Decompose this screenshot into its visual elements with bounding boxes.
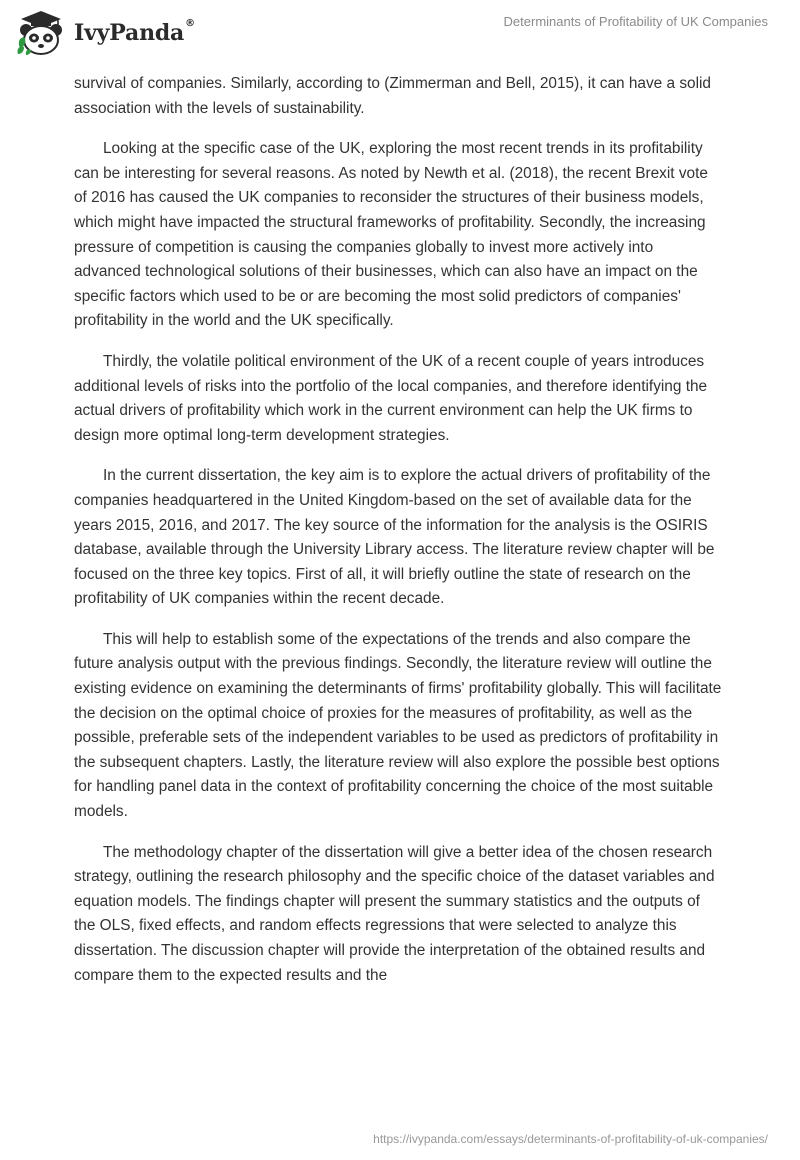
registered-mark: ® (185, 18, 195, 29)
brand-name-text: IvyPanda (74, 20, 185, 46)
paragraph: Looking at the specific case of the UK, exploring the most recent trends in its profitability can be interesting for several reasons. As noted by Newth et al. (2018), the recent Brexit vote of 2016 has caused the UK companies to reconsider the structures of their business models, which might have impacted the structural frameworks of profitability. Secondly, the increasing pressure of competition is causing the companies globally to invest more actively into advanced technological solutions of their businesses, which can also have an impact on the specific factors which used to be or are becoming the most solid predictors of companies' profitability in the world and the UK specifically. (74, 140, 708, 330)
paragraph: The methodology chapter of the dissertation will give a better idea of the chosen research strategy, outlining the research philosophy and the specific choice of the dataset variables and equation models. The findings chapter will present the summary statistics and the outputs of the OLS, fixed effects, and random effects regressions that were selected to analyze this dissertation. The discussion chapter will provide the interpretation of the obtained results and compare them to the expected results and the (74, 843, 715, 984)
source-url-link[interactable]: https://ivypanda.com/essays/determinants-of-profitability-of-uk-companies/ (373, 1132, 768, 1146)
ivypanda-logo[interactable] (14, 8, 195, 58)
brand-name (74, 20, 195, 46)
paragraph: This will help to establish some of the expectations of the trends and also compare the future analysis output with the previous findings. Secondly, the literature review will outline the existing evidence on examining the determinants of firms' profitability globally. This will facilitate the decision on the optimal choice of proxies for the measures of profitability, as well as the possible, preferable sets of the independent variables to be used as predictors of profitability in the subsequent chapters. Lastly, the literature review will also explore the possible best options for handling panel data in the context of profitability concerning the choice of the most suitable models. (74, 630, 722, 821)
paragraph: Thirdly, the volatile political environment of the UK of a recent couple of years introduces additional levels of risks into the portfolio of the local companies, and therefore identifying the actual drivers of profitability which work in the current environment can help the UK firms to design more optimal long-term development strategies. (74, 352, 708, 444)
document-title: Determinants of Profitability of UK Companies (503, 14, 768, 29)
paragraph: survival of companies. Similarly, according to (Zimmerman and Bell, 2015), it can have a solid association with the levels of sustainability. (74, 75, 711, 117)
paragraph: In the current dissertation, the key aim is to explore the actual drivers of profitability of the companies headquartered in the United Kingdom-based on the set of available data for the years 2015, 2016, and 2017. The key source of the information for the analysis is the OSIRIS database, available through the University Library access. The literature review chapter will be focused on the three key topics. First of all, it will briefly outline the state of research on the profitability of UK companies within the recent decade. (74, 467, 715, 608)
panda-graduate-logo-icon (14, 8, 68, 58)
page-header (0, 0, 800, 62)
essay-body (74, 72, 724, 1004)
